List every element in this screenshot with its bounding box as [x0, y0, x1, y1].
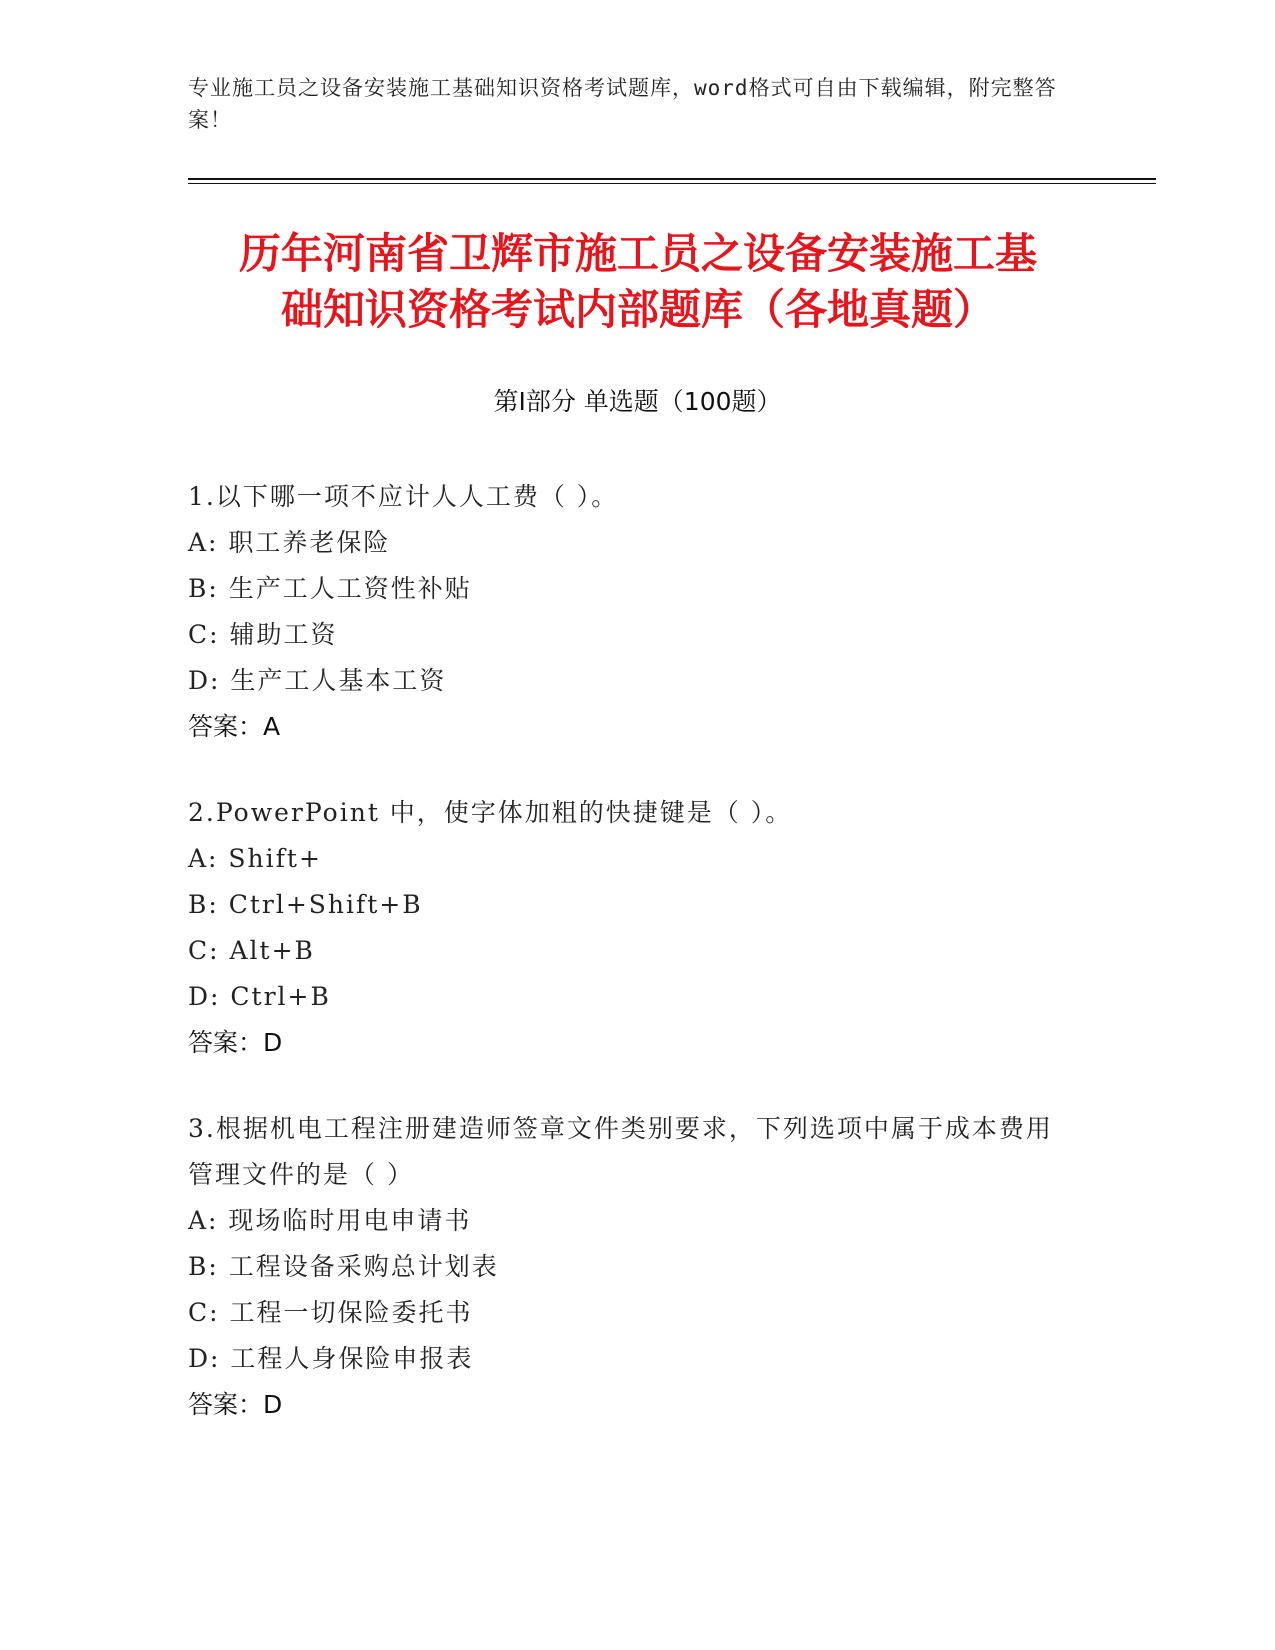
header-note: 专业施工员之设备安装施工基础知识资格考试题库，word格式可自由下载编辑，附完整答案！ — [188, 76, 1057, 132]
option-d: D: Ctrl+B — [188, 982, 331, 1011]
question-stem: 3.根据机电工程注册建造师签章文件类别要求，下列选项中属于成本费用管理文件的是（ ） — [188, 1114, 1053, 1189]
answer-value: D — [263, 1028, 283, 1057]
answer-label: 答案： — [188, 712, 264, 741]
question-stem: 1.以下哪一项不应计人人工费（ ）。 — [188, 482, 619, 511]
document-title — [188, 226, 1088, 338]
question-3 — [188, 1106, 1068, 1428]
option-d: D: 生产工人基本工资 — [188, 666, 447, 695]
question-2 — [188, 790, 1068, 1066]
option-a: A: 职工养老保险 — [188, 528, 391, 557]
option-a: A: Shift+ — [188, 844, 322, 873]
option-c: C: Alt+B — [188, 936, 315, 965]
option-d: D: 工程人身保险申报表 — [188, 1344, 474, 1373]
header-rule-thin — [188, 183, 1156, 184]
header-rule-thick — [188, 178, 1156, 180]
question-list — [188, 474, 1068, 1468]
document-title-line-1: 历年河南省卫辉市施工员之设备安装施工基 — [238, 229, 1037, 278]
section-title: 第I部分 单选题（100题） — [493, 387, 782, 416]
answer-line — [188, 1020, 1068, 1066]
answer-value: D — [263, 1390, 283, 1419]
option-b: B: 生产工人工资性补贴 — [188, 574, 472, 603]
answer-label: 答案： — [188, 1390, 264, 1419]
option-b: B: Ctrl+Shift+B — [188, 890, 423, 919]
option-b: B: 工程设备采购总计划表 — [188, 1252, 499, 1281]
answer-value: A — [263, 712, 281, 741]
option-c: C: 辅助工资 — [188, 620, 338, 649]
answer-line — [188, 1382, 1068, 1428]
question-1 — [188, 474, 1068, 750]
option-a: A: 现场临时用电申请书 — [188, 1206, 472, 1235]
document-title-line-2: 础知识资格考试内部题库（各地真题） — [280, 285, 995, 334]
answer-line — [188, 704, 1068, 750]
answer-label: 答案： — [188, 1028, 264, 1057]
question-stem: 2.PowerPoint 中，使字体加粗的快捷键是（ ）。 — [188, 798, 793, 827]
option-c: C: 工程一切保险委托书 — [188, 1298, 473, 1327]
